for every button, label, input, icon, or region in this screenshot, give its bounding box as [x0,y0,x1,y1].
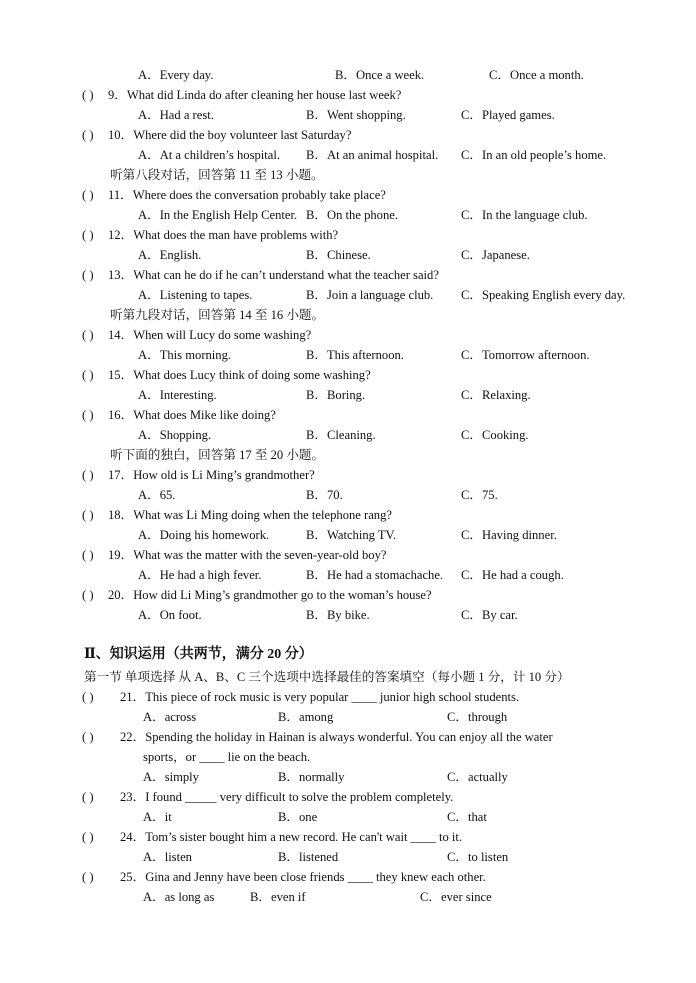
answer-option: C．Relaxing. [461,388,531,402]
line-24 [0,545,696,565]
answer-option: A．English. [138,248,202,262]
question-text: 23．I found _____ very difficult to solve the problem completely. [120,790,454,804]
answer-blank[interactable]: ( ) [82,468,94,482]
answer-option: C．In an old people’s home. [461,148,607,162]
question-text: 16．What does Mike like doing? [108,408,276,422]
answer-option: C．In the language club. [461,208,588,222]
answer-option: C．He had a cough. [461,568,564,582]
line-9 [0,245,696,265]
answer-option: B．among [278,710,334,724]
answer-option: B．one [278,810,318,824]
line2-3 [0,747,696,767]
line2-7 [0,827,696,847]
question-text: 9．What did Linda do after cleaning her house last week? [108,88,402,102]
line-1 [0,85,696,105]
answer-option: B．listened [278,850,339,864]
answer-option: B．Chinese. [306,248,371,262]
part2-title: Ⅱ、知识运用（共两节，满分 20 分） [84,647,313,662]
answer-option: A．as long as [143,890,215,904]
line-15 [0,365,696,385]
answer-blank[interactable]: ( ) [82,268,94,282]
answer-option: B．Watching TV. [306,528,397,542]
line-6 [0,185,696,205]
answer-option: A．Doing his homework. [138,528,270,542]
answer-option: B．70. [306,488,343,502]
answer-option: A．65. [138,488,176,502]
answer-option: B．On the phone. [306,208,398,222]
answer-option: C．that [447,810,487,824]
line2-6 [0,807,696,827]
line2-10 [0,887,696,907]
answer-blank[interactable]: ( ) [82,88,94,102]
answer-option: C．75. [461,488,498,502]
line2-8 [0,847,696,867]
question-text: 11．Where does the conversation probably take place? [108,188,386,202]
line-21 [0,485,696,505]
answer-blank[interactable]: ( ) [82,408,94,422]
answer-option: C．Cooking. [461,428,529,442]
section-instruction: 听下面的独白，回答第 17 至 20 小题。 [110,448,325,462]
answer-blank[interactable]: ( ) [82,790,94,804]
line-22 [0,505,696,525]
answer-option: B．This afternoon. [306,348,404,362]
answer-option: B．Went shopping. [306,108,406,122]
line2-9 [0,867,696,887]
question-text: 14．When will Lucy do some washing? [108,328,312,342]
answer-option: B．He had a stomachache. [306,568,444,582]
answer-option: B．Once a week. [335,68,425,82]
answer-option: C．Speaking English every day. [461,288,626,302]
line-11 [0,285,696,305]
question-text: 18．What was Li Ming doing when the telephone rang? [108,508,392,522]
line-27 [0,605,696,625]
answer-option: A．In the English Help Center. [138,208,298,222]
answer-option: A．On foot. [138,608,202,622]
answer-option: A．Interesting. [138,388,217,402]
answer-option: B．Join a language club. [306,288,434,302]
answer-option: A．Shopping. [138,428,212,442]
line-4 [0,145,696,165]
answer-blank[interactable]: ( ) [82,830,94,844]
answer-blank[interactable]: ( ) [82,870,94,884]
answer-blank[interactable]: ( ) [82,188,94,202]
question-text: 22．Spending the holiday in Hainan is always wonderful. You can enjoy all the water [120,730,553,744]
line2-1 [0,707,696,727]
answer-option: C．ever since [420,890,492,904]
line-17 [0,405,696,425]
line-20 [0,465,696,485]
line-13 [0,325,696,345]
answer-option: A．He had a high fever. [138,568,262,582]
line-2 [0,105,696,125]
question-text: 10．Where did the boy volunteer last Saturday? [108,128,352,142]
line-8 [0,225,696,245]
line2-0 [0,687,696,707]
line-25 [0,565,696,585]
answer-blank[interactable]: ( ) [82,588,94,602]
line-12 [0,305,696,325]
answer-option: B．By bike. [306,608,370,622]
answer-option: A．across [143,710,197,724]
question-text: 21．This piece of rock music is very popular ____ junior high school students. [120,690,520,704]
answer-option: B．normally [278,770,345,784]
line-0 [0,65,696,85]
question-text: 20．How did Li Ming’s grandmother go to the woman’s house? [108,588,432,602]
answer-option: C．to listen [447,850,509,864]
line2-2 [0,727,696,747]
answer-blank[interactable]: ( ) [82,548,94,562]
line-10 [0,265,696,285]
part2-instructions: 第一节 单项选择 从 A、B、C 三个选项中选择最佳的答案填空（每小题 1 分，计 10 分） [84,670,570,684]
answer-option: B．Cleaning. [306,428,376,442]
answer-option: B．At an animal hospital. [306,148,439,162]
line-14 [0,345,696,365]
line-18 [0,425,696,445]
answer-blank[interactable]: ( ) [82,730,94,744]
answer-blank[interactable]: ( ) [82,690,94,704]
answer-blank[interactable]: ( ) [82,128,94,142]
answer-option: C．Having dinner. [461,528,557,542]
answer-option: A．simply [143,770,199,784]
answer-option: A．Had a rest. [138,108,214,122]
line-23 [0,525,696,545]
section-instruction: 听第九段对话，回答第 14 至 16 小题。 [110,308,325,322]
answer-option: A．This morning. [138,348,232,362]
section-instruction: 听第八段对话，回答第 11 至 13 小题。 [110,168,324,182]
question-text: 12．What does the man have problems with? [108,228,339,242]
answer-blank[interactable]: ( ) [82,228,94,242]
question-text: 15．What does Lucy think of doing some washing? [108,368,371,382]
answer-option: A．it [143,810,172,824]
answer-option: C．By car. [461,608,518,622]
line-5 [0,165,696,185]
question-text: 13．What can he do if he can’t understand what the teacher said? [108,268,439,282]
answer-option: A．At a children’s hospital. [138,148,281,162]
question-text: 19．What was the matter with the seven-year-old boy? [108,548,387,562]
answer-option: A．Listening to tapes. [138,288,253,302]
answer-option: C．Once a month. [489,68,584,82]
line-3 [0,125,696,145]
line-16 [0,385,696,405]
question-text: 17．How old is Li Ming’s grandmother? [108,468,315,482]
answer-option: B．even if [250,890,306,904]
answer-option: C．Japanese. [461,248,530,262]
answer-option: A．listen [143,850,192,864]
line-7 [0,205,696,225]
answer-option: C．through [447,710,508,724]
answer-option: B．Boring. [306,388,366,402]
line2-4 [0,767,696,787]
answer-blank[interactable]: ( ) [82,328,94,342]
question-text: 24．Tom’s sister bought him a new record. He can't wait ____ to it. [120,830,463,844]
line-26 [0,585,696,605]
question-text-continued: sports，or ____ lie on the beach. [143,750,311,764]
answer-blank[interactable]: ( ) [82,368,94,382]
answer-option: C．actually [447,770,508,784]
answer-blank[interactable]: ( ) [82,508,94,522]
answer-option: C．Tomorrow afternoon. [461,348,590,362]
answer-option: A．Every day. [138,68,214,82]
answer-option: C．Played games. [461,108,555,122]
question-text: 25．Gina and Jenny have been close friends ____ they knew each other. [120,870,486,884]
line2-5 [0,787,696,807]
line-19 [0,445,696,465]
